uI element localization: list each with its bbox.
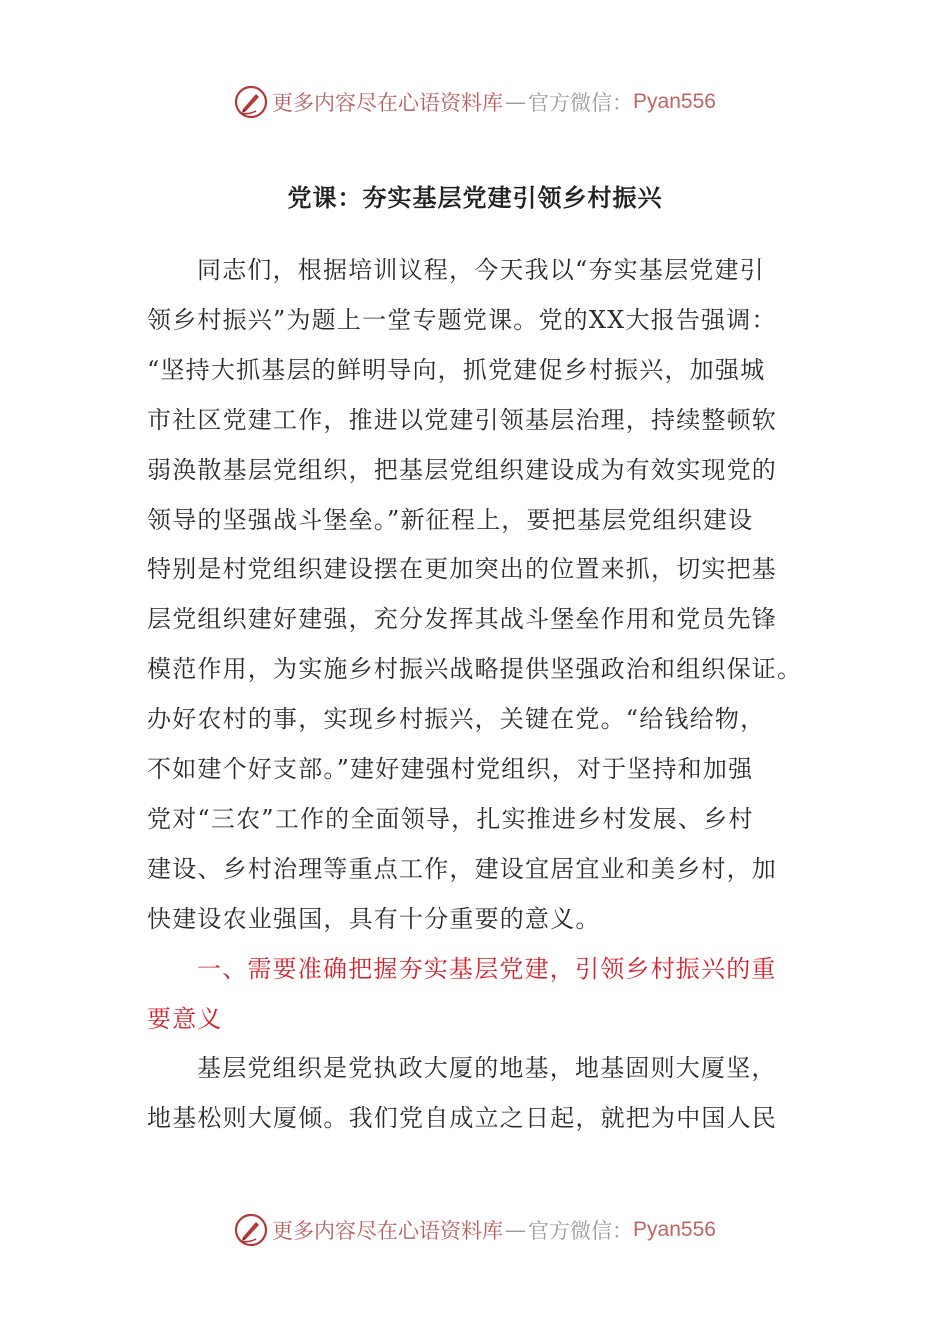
text-line: 基层党组织是党执政大厦的地基，地基固则大厦坚， [197,1054,777,1082]
text-line: 领导的坚强战斗堡垒。”新征程上，要把基层党组织建设 [147,505,754,534]
banner-dash: — [505,1218,527,1242]
text-line: 领乡村振兴”为题上一堂专题党课。党的XX大报告强调： [147,305,777,334]
text-line: 不如建个好支部。”建好建强村党组织，对于坚持和加强 [147,755,754,784]
text-line: 快建设农业强国，具有十分重要的意义。 [147,904,601,933]
text-line: “坚持大抓基层的鲜明导向，抓党建促乡村振兴，加强城 [147,355,766,384]
heading-line: 要意义 [147,1004,223,1033]
text-line: 特别是村党组织建设摆在更加突出的位置来抓，切实把基 [147,555,777,584]
pen-logo-icon [234,85,268,119]
paragraph-intro [147,246,807,945]
banner-brand-text: 更多内容尽在心语资料库 [272,91,504,115]
text-line: 办好农村的事，实现乡村振兴，关键在党。“给钱给物， [147,705,766,734]
banner-wechat-label: 官方微信： [528,91,634,115]
heading-line: 一、需要准确把握夯实基层党建，引领乡村振兴的重 [197,955,777,983]
text-line: 市社区党建工作，推进以党建引领基层治理，持续整顿软 [147,405,777,434]
document-title: 党课：夯实基层党建引领乡村振兴 [287,184,663,212]
text-line: 同志们，根据培训议程，今天我以“夯实基层党建引 [197,256,765,284]
section-heading-1 [147,945,807,1045]
pen-logo-icon [234,1213,268,1247]
banner-brand-text: 更多内容尽在心语资料库 [272,1219,504,1243]
banner-wechat-label: 官方微信： [528,1219,634,1243]
text-line: 党对“三农”工作的全面领导，扎实推进乡村发展、乡村 [147,804,754,833]
text-line: 层党组织建好建强，充分发挥其战斗堡垒作用和党员先锋 [147,605,777,634]
text-line: 建设、乡村治理等重点工作，建设宜居宜业和美乡村，加 [147,854,777,883]
text-line: 地基松则大厦倾。我们党自成立之日起，就把为中国人民 [147,1103,777,1132]
text-line: 模范作用，为实施乡村振兴战略提供坚强政治和组织保证。 [147,655,803,684]
footer-banner [0,1208,950,1252]
paragraph-section-1 [147,1044,807,1144]
header-banner [0,80,950,124]
banner-dash: — [505,90,527,114]
banner-wechat-id: Pyan556 [633,1218,716,1241]
banner-wechat-id: Pyan556 [633,90,716,113]
text-line: 弱涣散基层党组织，把基层党组织建设成为有效实现党的 [147,455,777,484]
